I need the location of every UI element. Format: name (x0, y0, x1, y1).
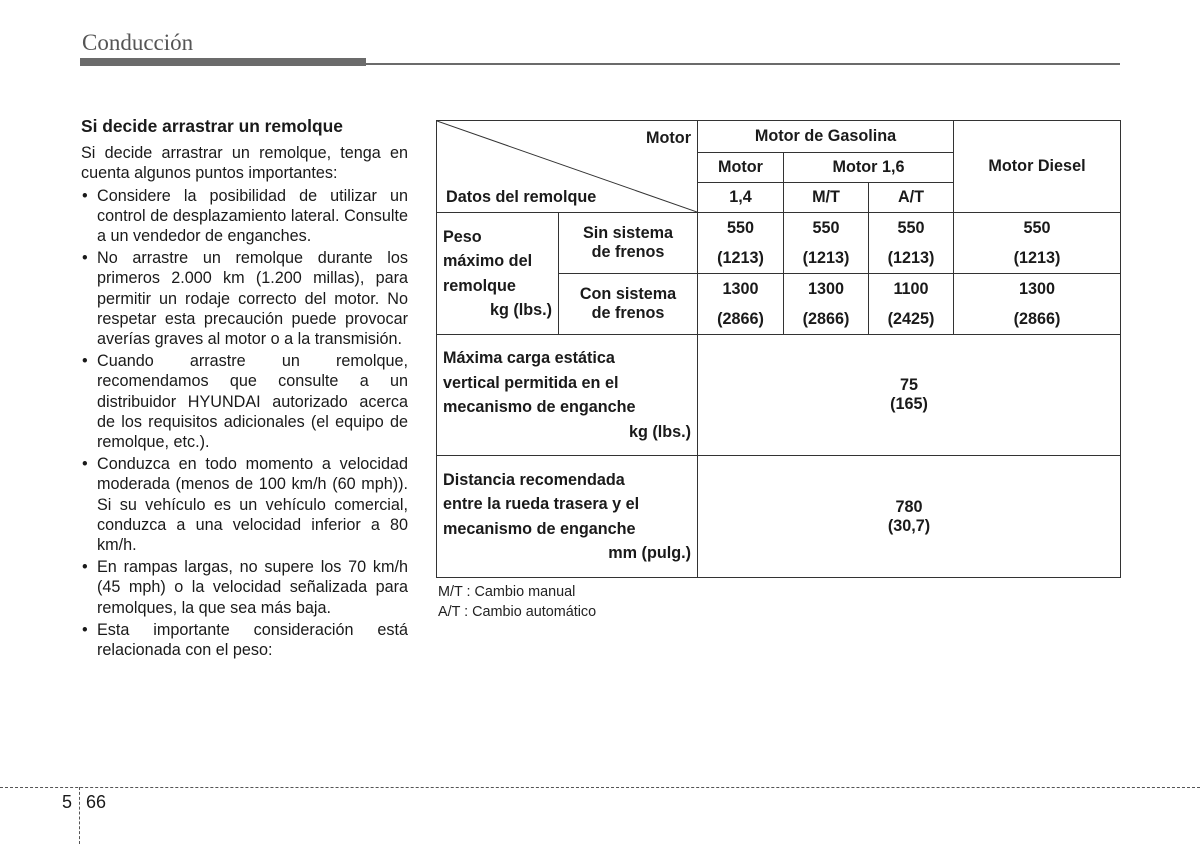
header-motor-14-line1: Motor (698, 153, 784, 183)
distancia-unit: mm (pulg.) (608, 544, 691, 562)
cell-sin-frenos-diesel (954, 213, 1121, 274)
header-rule (366, 63, 1120, 65)
corner-label-datos: Datos del remolque (446, 188, 597, 206)
peso-line: Peso (443, 227, 482, 246)
cell-value: 1300 (722, 280, 759, 298)
header-motor-16: Motor 1,6 (784, 153, 954, 183)
cell-value: 550 (812, 219, 840, 237)
con-frenos-line: Con sistema (579, 285, 677, 303)
sin-frenos-line: de frenos (591, 243, 665, 261)
distancia-line: Distancia recomendada (443, 470, 625, 489)
header-bar (80, 58, 366, 66)
cell-value-alt: (2866) (1013, 310, 1061, 328)
cell-value: 1300 (807, 280, 844, 298)
cell-value-alt: (2425) (887, 310, 935, 328)
cell-value: 1300 (1018, 280, 1055, 298)
cell-value-alt: (2866) (802, 310, 850, 328)
footer-rule (0, 787, 1200, 788)
cell-value-alt: (30,7) (887, 516, 931, 535)
footer-divider (79, 787, 80, 844)
page-header-title: Conducción (82, 30, 194, 55)
intro-paragraph: Si decide arrastrar un remolque, tenga en cuenta algunos puntos importantes: (81, 144, 408, 183)
distancia-line: entre la rueda trasera y el (443, 495, 640, 513)
list-item-text: En rampas largas, no supere los 70 km/h (45 mph) o la velocidad señalizada para remolques, la que sea más baja. (97, 558, 408, 617)
list-item-text: Considere la posibilidad de utilizar un control de desplazamiento lateral. Consulte a un vendedor de enganches. (97, 186, 408, 246)
cell-value: 550 (897, 219, 925, 237)
peso-unit: kg (lbs.) (489, 301, 552, 319)
bullet-icon: • (82, 186, 88, 205)
list-item (81, 557, 408, 618)
cell-value-alt: (1213) (802, 249, 850, 267)
cell-value: 1100 (893, 280, 929, 298)
bullet-icon: • (82, 558, 88, 577)
list-item-text: Conduzca en todo momento a velocidad moderada (menos de 100 km/h (60 mph)). Si su vehículo es un vehículo comercial, conduzca a una velocidad inferior a 80 km/h. (97, 455, 408, 555)
left-column (81, 116, 408, 660)
cell-value-alt: (1213) (1013, 249, 1061, 267)
cell-con-frenos-16-at (869, 274, 954, 335)
distancia-line: mecanismo de enganche (443, 519, 636, 538)
header-at: A/T (869, 183, 954, 213)
list-item (81, 186, 408, 247)
footnote: M/T : Cambio manual (438, 584, 576, 600)
cell-value-alt: (1213) (887, 249, 935, 267)
bullet-list (81, 186, 408, 661)
cell-value: 75 (899, 376, 918, 394)
con-frenos-line: de frenos (591, 304, 665, 322)
cell-con-frenos-diesel (954, 274, 1121, 335)
header-mt: M/T (784, 183, 869, 213)
row-label-peso (437, 213, 559, 335)
carga-line: Máxima carga estática (443, 349, 615, 367)
section-heading: Si decide arrastrar un remolque (81, 116, 343, 136)
cell-value: 780 (895, 497, 923, 516)
list-item (81, 620, 408, 660)
list-item-text: Esta importante consideración está relacionada con el peso: (97, 620, 408, 660)
peso-line: remolque (443, 276, 516, 295)
bullet-icon: • (82, 455, 88, 474)
row-label-distancia (437, 456, 698, 578)
carga-line: mecanismo de enganche (443, 398, 636, 416)
chapter-number: 5 (62, 792, 73, 812)
list-item (81, 351, 408, 452)
list-item-text: No arrastre un remolque durante los primeros 2.000 km (1.200 millas), para permitir un rodaje correcto del motor. No respetar esta precaución puede provocar averías graves al motor o a la transmisión. (97, 249, 408, 349)
carga-unit: kg (lbs.) (628, 422, 691, 441)
footnotes (438, 582, 596, 622)
header-motor-14-line2: 1,4 (698, 183, 784, 213)
list-item (81, 248, 408, 349)
list-item (81, 454, 408, 555)
cell-con-frenos-16-mt (784, 274, 869, 335)
trailer-spec-table (436, 120, 1121, 578)
table-corner-cell (437, 121, 698, 213)
row-label-con-frenos (559, 274, 698, 335)
cell-value-alt: (2866) (717, 310, 764, 328)
cell-sin-frenos-16-at (869, 213, 954, 274)
cell-sin-frenos-16-mt (784, 213, 869, 274)
cell-sin-frenos-14 (698, 213, 784, 274)
cell-value-alt: (1213) (717, 249, 764, 267)
bullet-icon: • (82, 352, 88, 371)
header-gasoline: Motor de Gasolina (698, 121, 954, 153)
row-label-carga (437, 335, 698, 456)
page-number: 66 (86, 792, 107, 812)
bullet-icon: • (82, 249, 88, 268)
cell-con-frenos-14 (698, 274, 784, 335)
cell-value-alt: (165) (890, 395, 928, 413)
carga-line: vertical permitida en el (443, 373, 619, 392)
list-item-text: Cuando arrastre un remolque, recomendamos que consulte a un distribuidor HYUNDAI autorizado acerca de los requisitos adicionales (el equipo de remolque, etc.). (97, 352, 408, 452)
peso-line: máximo del (443, 252, 533, 270)
corner-label-motor: Motor (646, 129, 691, 147)
header-diesel: Motor Diesel (954, 121, 1121, 213)
row-label-sin-frenos (559, 213, 698, 274)
footnote: A/T : Cambio automático (438, 604, 597, 620)
cell-value: 550 (726, 219, 754, 237)
cell-value: 550 (1023, 219, 1051, 237)
sin-frenos-line: Sin sistema (583, 224, 673, 242)
bullet-icon: • (82, 620, 88, 639)
cell-distancia-value (698, 456, 1121, 578)
cell-carga-value (698, 335, 1121, 456)
